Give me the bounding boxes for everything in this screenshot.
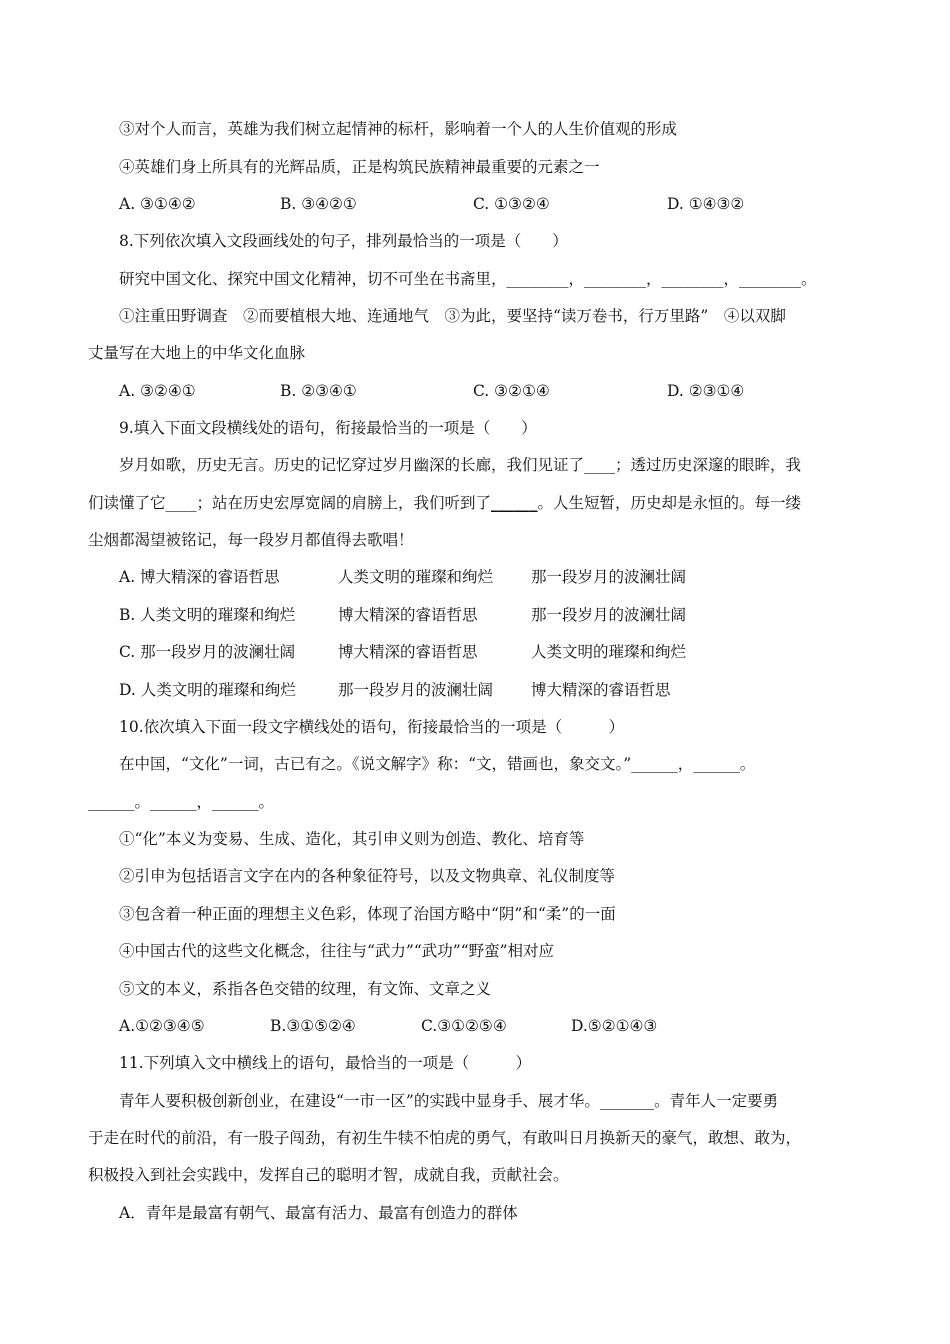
q11-passage-line2: 于走在时代的前沿，有一股子闯劲，有初生牛犊不怕虎的勇气，有敢叫日月换新天的豪气，敢想、敢为，	[88, 1129, 802, 1147]
q9-option-c-part1: C. 那一段岁月的波澜壮阔	[119, 643, 296, 661]
q10-item-1: ①“化”本义为变易、生成、造化，其引申义则为创造、教化、培育等	[119, 830, 585, 848]
statement-4: ④英雄们身上所具有的光辉品质，正是构筑民族精神最重要的元素之一	[119, 158, 600, 176]
q11-passage-line3: 积极投入到社会实践中，发挥自己的聪明才智，成就自我，贡献社会。	[88, 1166, 569, 1184]
q9-option-b-part1: B. 人类文明的璀璨和绚烂	[119, 606, 296, 624]
q8-passage: 研究中国文化、探究中国文化精神，切不可坐在书斋里，________，________，________，________。	[119, 270, 817, 288]
q8-option-b: B. ②③④①	[280, 382, 357, 400]
q11-option-a: A．青年是最富有朝气、最富有活力、最富有创造力的群体	[119, 1204, 518, 1222]
q8-option-c: C. ③②①④	[473, 382, 550, 400]
q10-stem: 10.依次填入下面一段文字横线处的语句，衔接最恰当的一项是（ ）	[119, 718, 625, 736]
q8-option-a: A. ③②④①	[119, 382, 196, 400]
q10-option-a: A.①②③④⑤	[119, 1017, 205, 1035]
q9-option-d-part1: D. 人类文明的璀璨和绚烂	[119, 681, 296, 699]
q8-stem: 8.下列依次填入文段画线处的句子，排列最恰当的一项是（ ）	[119, 232, 568, 250]
q9-stem: 9.填入下面文段横线处的语句，衔接最恰当的一项是（ ）	[119, 419, 537, 437]
q7-option-d: D. ①④③②	[667, 195, 745, 213]
q10-option-c: C.③①②⑤④	[421, 1017, 507, 1035]
q9-passage-line1: 岁月如歌，历史无言。历史的记忆穿过岁月幽深的长廊，我们见证了____；透过历史深邃的眼眸，我	[119, 456, 802, 474]
q8-option-d: D. ②③①④	[667, 382, 745, 400]
q10-item-3: ③包含着一种正面的理想主义色彩，体现了治国方略中“阴”和“柔”的一面	[119, 905, 616, 923]
q9-option-a-part1: A. 博大精深的睿语哲思	[119, 568, 280, 586]
q10-passage-line1: 在中国，“文化”一词，古已有之。《说文解字》称：“文，错画也，象交文。”______，______。	[119, 755, 756, 773]
q9-option-c-part2: 博大精深的睿语哲思	[338, 643, 478, 661]
q10-item-2: ②引申为包括语言文字在内的各种象征符号，以及文物典章、礼仪制度等	[119, 867, 616, 885]
q10-option-b: B.③①⑤②④	[270, 1017, 356, 1035]
q8-items-line2: 丈量写在大地上的中华文化血脉	[88, 344, 306, 362]
q11-passage-line1: 青年人要积极创新创业，在建设“一市一区”的实践中显身手、展才华。_______。青年人一定要勇	[119, 1092, 779, 1110]
q9-answer-blank: ______	[491, 493, 538, 512]
q9-passage-line2-text-b: 。人生短暂，历史却是永恒的。每一缕	[537, 494, 802, 512]
q9-passage-line2	[88, 493, 801, 513]
q9-option-d-part3: 博大精深的睿语哲思	[531, 681, 671, 699]
q11-stem: 11.下列填入文中横线上的语句，最恰当的一项是（ ）	[119, 1054, 532, 1072]
q9-option-c-part3: 人类文明的璀璨和绚烂	[531, 643, 687, 661]
q7-option-c: C. ①③②④	[473, 195, 550, 213]
statement-3: ③对个人而言，英雄为我们树立起情神的标杆，影响着一个人的人生价值观的形成	[119, 120, 678, 138]
q10-passage-line2: ______。______，______。	[88, 793, 275, 811]
q7-option-a: A. ③①④②	[119, 195, 196, 213]
q10-option-d: D.⑤②①④③	[571, 1017, 658, 1035]
q7-option-b: B. ③④②①	[280, 195, 357, 213]
q10-item-5: ⑤文的本义，系指各色交错的纹理，有文饰、文章之义	[119, 980, 492, 998]
q9-option-a-part3: 那一段岁月的波澜壮阔	[531, 568, 687, 586]
q10-item-4: ④中国古代的这些文化概念，往往与“武力”“武功”“野蛮”相对应	[119, 942, 555, 960]
q9-option-d-part2: 那一段岁月的波澜壮阔	[338, 681, 494, 699]
q9-option-a-part2: 人类文明的璀璨和绚烂	[338, 568, 494, 586]
q9-passage-line2-text-a: 们读懂了它____；站在历史宏厚宽阔的肩膀上，我们听到了	[88, 494, 492, 512]
q9-option-b-part2: 博大精深的睿语哲思	[338, 606, 478, 624]
q9-passage-line3: 尘烟都渴望被铭记，每一段岁月都值得去歌唱！	[88, 531, 414, 549]
q9-option-b-part3: 那一段岁月的波澜壮阔	[531, 606, 687, 624]
q8-items-line1: ①注重田野调查 ②而要植根大地、连通地气 ③为此，要坚持“读万卷书，行万里路” ④以双脚	[119, 307, 786, 325]
